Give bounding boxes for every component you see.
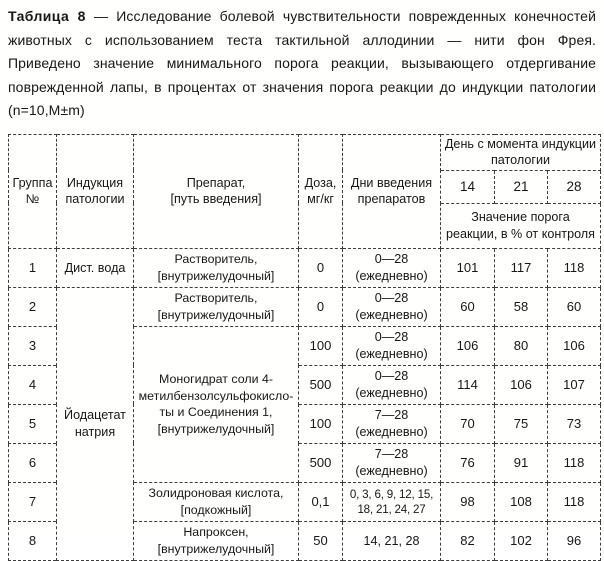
cell-dose: 50 xyxy=(299,521,343,560)
header-dosing-days: Дни введения препаратов xyxy=(343,134,441,248)
cell-drug-monohydrate: Моногидрат соли 4- метилбензолсульфокисло- ты и Соединения 1, [внутрижелудочный] xyxy=(134,326,299,482)
results-table xyxy=(8,134,601,561)
table-row xyxy=(9,248,601,287)
cell-value-day28: 73 xyxy=(548,404,601,443)
cell-group-number: 6 xyxy=(9,443,57,482)
cell-value-day21: 106 xyxy=(495,365,548,404)
table-caption xyxy=(8,5,596,123)
cell-value-day21: 91 xyxy=(495,443,548,482)
cell-drug: Растворитель, [внутрижелудочный] xyxy=(134,248,299,287)
cell-drug: Золидроновая кислота, [подкожный] xyxy=(134,482,299,521)
cell-value-day14: 114 xyxy=(441,365,495,404)
cell-group-number: 4 xyxy=(9,365,57,404)
cell-group-number: 2 xyxy=(9,287,57,326)
cell-group-number: 7 xyxy=(9,482,57,521)
cell-value-day28: 118 xyxy=(548,248,601,287)
cell-induction-iodoacetate: Йодацетат натрия xyxy=(57,287,134,560)
cell-days: 0—28 (ежедневно) xyxy=(343,365,441,404)
cell-drug: Растворитель, [внутрижелудочный] xyxy=(134,287,299,326)
header-dose: Доза, мг/кг xyxy=(299,134,343,248)
cell-group-number: 8 xyxy=(9,521,57,560)
cell-value-day21: 80 xyxy=(495,326,548,365)
header-pathology-induction: Индукция патологии xyxy=(57,134,134,248)
cell-dose: 100 xyxy=(299,404,343,443)
cell-induction-dist-water: Дист. вода xyxy=(57,248,134,287)
cell-days: 0, 3, 6, 9, 12, 15, 18, 21, 24, 27 xyxy=(343,482,441,521)
header-day-21: 21 xyxy=(495,170,548,203)
cell-drug: Напроксен, [внутрижелудочный] xyxy=(134,521,299,560)
cell-days: 14, 21, 28 xyxy=(343,521,441,560)
cell-days: 7—28 (ежедневно) xyxy=(343,404,441,443)
cell-value-day28: 96 xyxy=(548,521,601,560)
cell-value-day21: 75 xyxy=(495,404,548,443)
header-day-28: 28 xyxy=(548,170,601,203)
cell-value-day14: 60 xyxy=(441,287,495,326)
table-header-row-1 xyxy=(9,134,601,170)
cell-value-day14: 82 xyxy=(441,521,495,560)
cell-value-day14: 106 xyxy=(441,326,495,365)
cell-value-day28: 107 xyxy=(548,365,601,404)
table-caption-text: — Исследование болевой чувствительности поврежденных конечностей животных с использованием теста тактильной аллодинии — нити фон Фрея. Приведено значение минимального порога реакции, вызывающего отдергивание поврежденной лапы, в процентах от значения порога реакции до индукции патологии (n=10,M±m) xyxy=(8,8,596,119)
cell-value-day28: 118 xyxy=(548,443,601,482)
cell-value-day14: 101 xyxy=(441,248,495,287)
header-group-number: Группа № xyxy=(9,134,57,248)
table-row xyxy=(9,287,601,326)
cell-value-day21: 117 xyxy=(495,248,548,287)
cell-value-day28: 106 xyxy=(548,326,601,365)
header-day-14: 14 xyxy=(441,170,495,203)
cell-value-day14: 98 xyxy=(441,482,495,521)
cell-value-day14: 70 xyxy=(441,404,495,443)
header-day-since-induction: День с момента индукции патологии xyxy=(441,134,601,170)
cell-days: 0—28 (ежедневно) xyxy=(343,248,441,287)
cell-value-day28: 118 xyxy=(548,482,601,521)
table-caption-label: Таблица 8 xyxy=(8,8,86,24)
header-drug: Препарат, [путь введения] xyxy=(134,134,299,248)
cell-value-day28: 60 xyxy=(548,287,601,326)
cell-value-day21: 102 xyxy=(495,521,548,560)
cell-dose: 0 xyxy=(299,287,343,326)
cell-days: 0—28 (ежедневно) xyxy=(343,287,441,326)
header-threshold-note: Значение порога реакции, в % от контроля xyxy=(441,203,601,248)
cell-group-number: 3 xyxy=(9,326,57,365)
cell-days: 7—28 (ежедневно) xyxy=(343,443,441,482)
cell-group-number: 1 xyxy=(9,248,57,287)
cell-dose: 500 xyxy=(299,365,343,404)
cell-days: 0—28 (ежедневно) xyxy=(343,326,441,365)
cell-dose: 0,1 xyxy=(299,482,343,521)
cell-value-day14: 76 xyxy=(441,443,495,482)
cell-value-day21: 108 xyxy=(495,482,548,521)
cell-value-day21: 58 xyxy=(495,287,548,326)
cell-dose: 500 xyxy=(299,443,343,482)
cell-dose: 100 xyxy=(299,326,343,365)
cell-group-number: 5 xyxy=(9,404,57,443)
cell-dose: 0 xyxy=(299,248,343,287)
